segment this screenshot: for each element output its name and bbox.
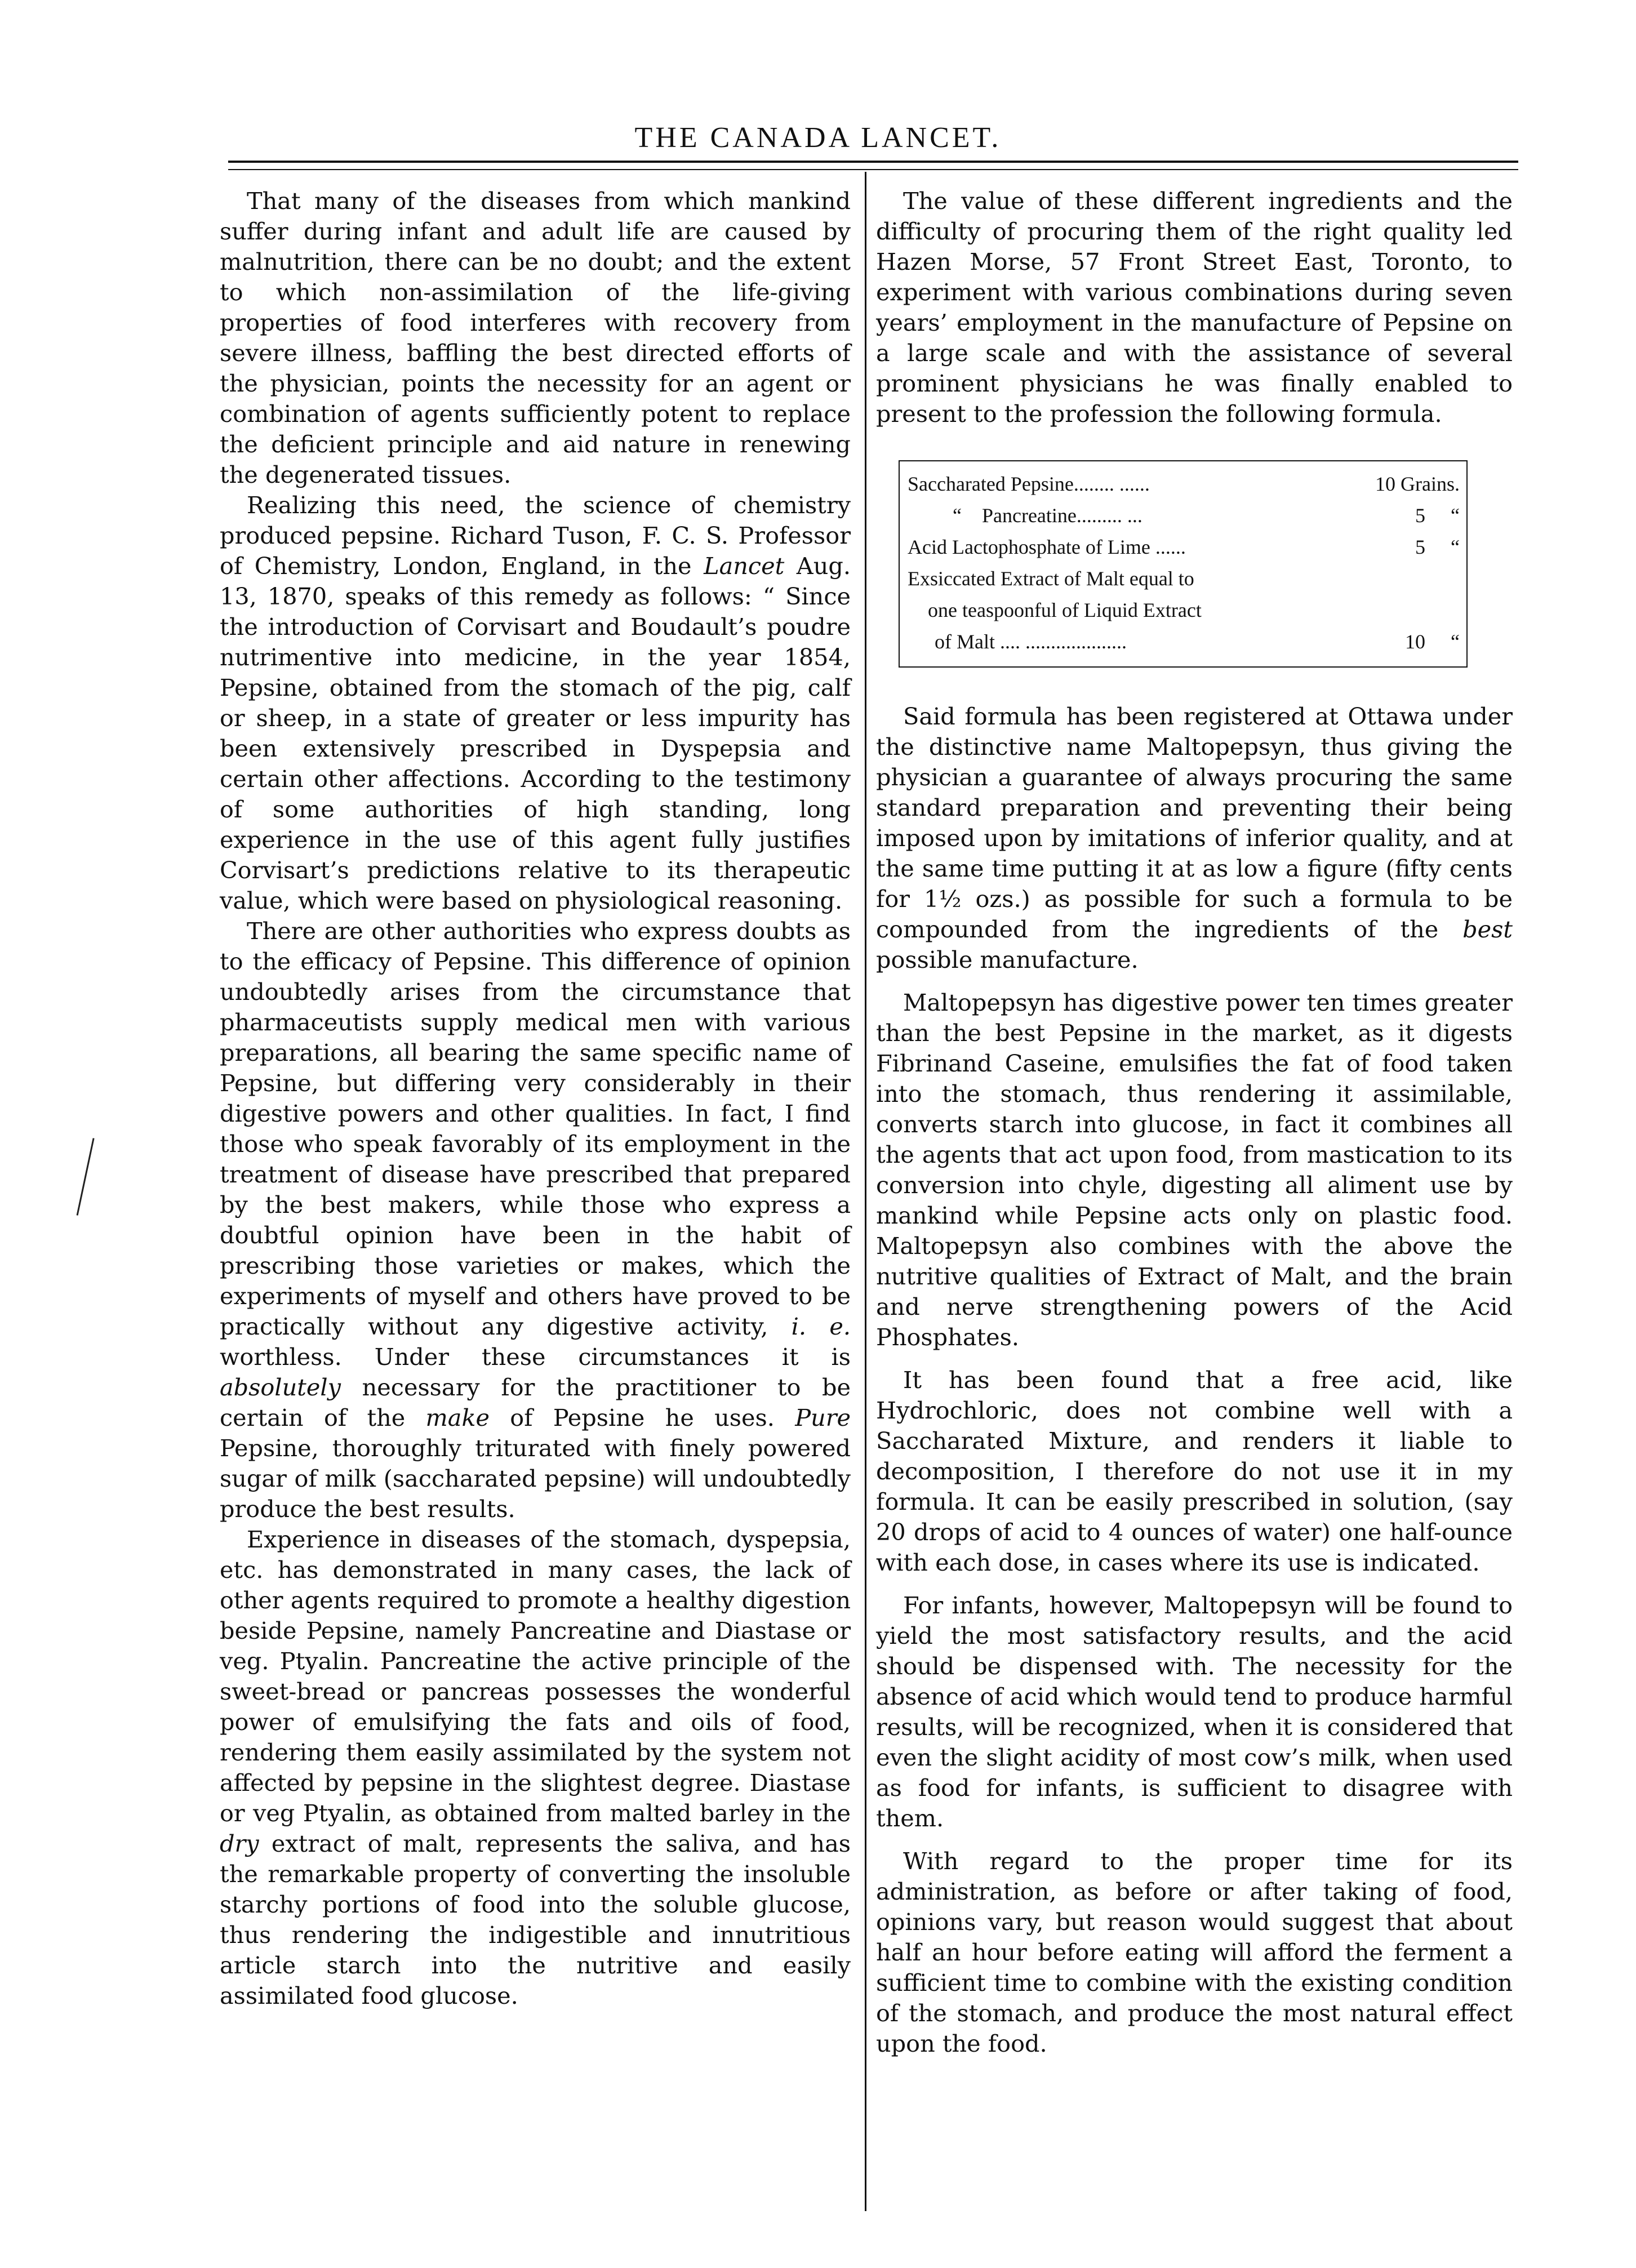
formula-line: Saccharated Pepsine........ ...... 10 Grains. (908, 473, 1460, 495)
margin-stroke-mark (77, 1138, 100, 1217)
paragraph: There are other authorities who express doubts as to the efficacy of Pepsine. This difference of opinion undoubtedly arises from the circumstance that pharmaceutists supply medical men with various preparations, all bearing the same specific name of Pepsine, but differing very considerably in their digestive powers and other qualities. In fact, I find those who speak favorably of its employment in the treatment of disease have prescribed that prepared by the best makers, while those who express a doubtful opinion have been in the habit of prescribing those varieties or makes, which the experiments of myself and others have proved to be practically without any digestive activity, i. e. worthless. Under these circumstances it is absolutely necessary for the practitioner to be certain of the make of Pepsine he uses. Pure Pepsine, thoroughly triturated with finely powered sugar of milk (saccharated pepsine) will undoubtedly produce the best results. (220, 918, 851, 1523)
paragraph: The value of these different ingredients and the difficulty of procuring them of the right quality led Hazen Morse, 57 Front Street East, Toronto, to experiment with various combinations during seven years’ employment in the manufacture of Pepsine on a large scale and with the assistance of several prominent physicians he was finally enabled to present to the profession the following formula. (876, 188, 1513, 428)
formula-line: “ Pancreatine......... ... 5 “ (953, 504, 1460, 527)
column-divider (865, 172, 866, 2211)
paragraph: It has been found that a free acid, like Hydrochloric, does not combine well with a Saccharated Mixture, and renders it liable to decomposition, I therefore do not use it in my formula. It can be easily prescribed in solution, (say 20 drops of acid to 4 ounces of water) one half-ounce with each dose, in cases where its use is indicated. (876, 1367, 1513, 1576)
running-head: THE CANADA LANCET. (634, 122, 1002, 154)
paragraph: Realizing this need, the science of chemistry produced pepsine. Richard Tuson, F. C. S. Professor of Chemistry, London, England, in the Lancet Aug. 13, 1870, speaks of this remedy as follows: “ Since the introduction of Corvisart and Boudault’s poudre nutrimentive into medicine, in the year 1854, Pepsine, obtained from the stomach of the pig, calf or sheep, in a state of greater or less impurity has been extensively prescribed in Dyspepsia and certain other affections. According to the testimony of some authorities of high standing, long experience in the use of this agent fully justifies Corvisart’s predictions relative to its therapeutic value, which were based on physiological reasoning. (220, 492, 851, 914)
left-column (220, 186, 851, 2011)
paragraph: For infants, however, Maltopepsyn will be found to yield the most satisfactory results, and the acid should be dispensed with. The necessity for the absence of acid which would tend to produce harmful results, will be recognized, when it is considered that even the slight acidity of most cow’s milk, when used as food for infants, is sufficient to disagree with them. (876, 1592, 1513, 1832)
formula-line: of Malt .... .................... 10 “ (935, 630, 1460, 653)
formula-box (899, 460, 1468, 668)
formula-line: Exsiccated Extract of Malt equal to (908, 567, 1194, 590)
paragraph: That many of the diseases from which mankind suffer during infant and adult life are caused by malnutrition, there can be no doubt; and the extent to which non-assimilation of the life-giving properties of food interferes with recovery from severe illness, baffling the best directed efforts of the physician, points the necessity for an agent or combination of agents sufficiently potent to replace the deficient principle and aid nature in renewing the degenerated tissues. (220, 188, 851, 488)
formula-line: one teaspoonful of Liquid Extract (928, 599, 1202, 621)
paragraph: Said formula has been registered at Ottawa under the distinctive name Maltopepsyn, thus giving the physician a guarantee of always procuring the same standard preparation and preventing their being imposed upon by imitations of inferior quality, and at the same time putting it at as low a figure (fifty cents for 1½ ozs.) as possible for such a formula to be compounded from the ingredients of the best possible manufacture. (876, 703, 1513, 973)
right-column (876, 186, 1513, 2059)
header-rule (228, 161, 1518, 163)
header-rule-thin (228, 169, 1518, 170)
paragraph: Maltopepsyn has digestive power ten times greater than the best Pepsine in the market, as it digests Fibrinand Caseine, emulsifies the fat of food taken into the stomach, thus rendering it assimilable, converts starch into glucose, in fact it combines all the agents that act upon food, from mastication to its conversion into chyle, digesting all aliment use by mankind while Pepsine acts only on plastic food. Maltopepsyn also combines with the above the nutritive qualities of Extract of Malt, and the brain and nerve strengthening powers of the Acid Phosphates. (876, 989, 1513, 1351)
formula-line: Acid Lactophosphate of Lime ...... 5 “ (908, 536, 1460, 558)
paragraph: With regard to the proper time for its administration, as before or after taking of food, opinions vary, but reason would suggest that about half an hour before eating will afford the ferment a sufficient time to combine with the existing condition of the stomach, and produce the most natural effect upon the food. (876, 1848, 1513, 2057)
paragraph: Experience in diseases of the stomach, dyspepsia, etc. has demonstrated in many cases, the lack of other agents required to promote a healthy digestion beside Pepsine, namely Pancreatine and Diastase or veg. Ptyalin. Pancreatine the active principle of the sweet-bread or pancreas possesses the wonderful power of emulsifying the fats and oils of food, rendering them easily assimilated by the system not affected by pepsine in the slightest degree. Diastase or veg Ptyalin, as obtained from malted barley in the dry extract of malt, represents the saliva, and has the remarkable property of converting the insoluble starchy portions of food into the soluble glucose, thus rendering the indigestible and innutritious article starch into the nutritive and easily assimilated food glucose. (220, 1526, 851, 2009)
